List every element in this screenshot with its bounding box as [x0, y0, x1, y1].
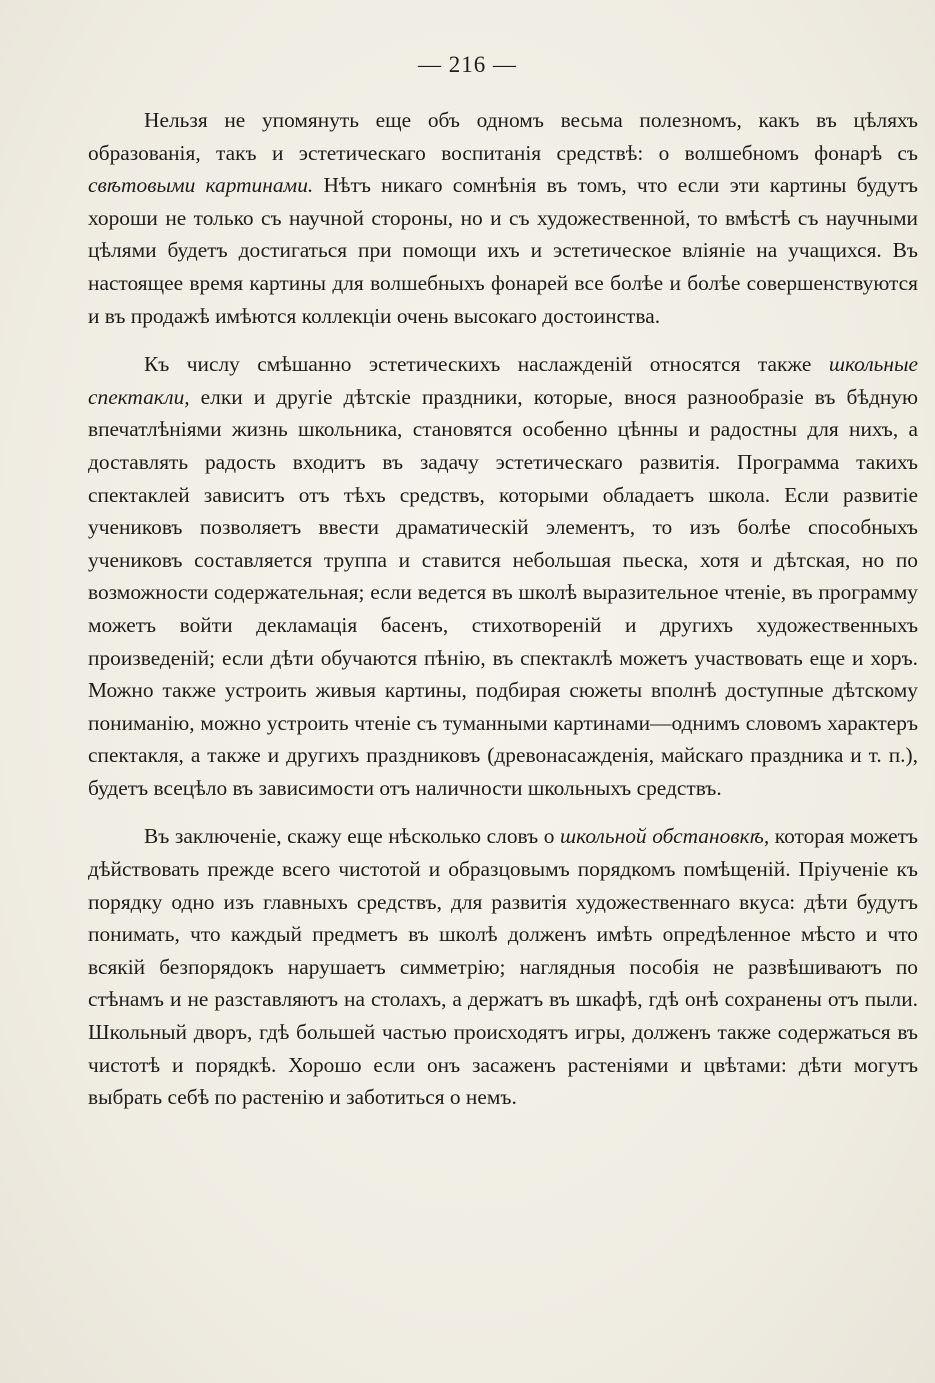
text-span: Нѣтъ никаго сомнѣнія въ томъ, что если эти картины будутъ хороши не только съ научной стороны, но и съ художественной, то вмѣстѣ съ научными цѣлями будетъ достигаться при помощи ихъ и эстетическое вліяніе на учащихся. Въ настоящее время картины для волшебныхъ фонарей все болѣе и болѣе совершенствуются и въ продажѣ имѣются коллекціи очень высокаго достоинства. — [88, 173, 918, 328]
text-span: Нельзя не упомянуть еще объ одномъ весьма полезномъ, какъ въ цѣляхъ образованія, такъ и эстетическаго воспитанія средствѣ: о волшебномъ фонарѣ съ — [88, 108, 918, 165]
text-span: Въ заключеніе, скажу еще нѣсколько словъ о — [144, 824, 561, 849]
italic-phrase: свѣтовыми картинами. — [88, 173, 314, 198]
italic-phrase: школьные спектакли, — [88, 352, 918, 409]
text-span: елки и другіе дѣтскіе праздники, которые, внося разнообразіе въ бѣдную впечатлѣніями жизнь школьника, становятся особенно цѣнны и радостны для нихъ, а доставлять радость входитъ въ задачу эстетическаго развитія. Программа такихъ спектаклей зависитъ отъ тѣхъ средствъ, которыми обладаетъ школа. Если развитіе учениковъ позволяетъ ввести драматическій элементъ, то изъ болѣе способныхъ учениковъ составляется труппа и ставится небольшая пьеска, хотя и дѣтская, но по возможности содержательная; если ведется въ школѣ выразительное чтеніе, въ программу можетъ войти декламація басенъ, стихотвореній и другихъ художественныхъ произведеній; если дѣти обучаются пѣнію, въ спектаклѣ можетъ участвовать еще и хоръ. Можно также устроить живыя картины, подбирая сюжеты вполнѣ доступные дѣтскому пониманію, можно устроить чтеніе съ туманными картинами—однимъ словомъ характеръ спектакля, а также и другихъ праздниковъ (древонасажденія, майскаго праздника и т. п.), будетъ всецѣло въ зависимости отъ наличности школьныхъ средствъ. — [88, 384, 918, 800]
paragraph-school-plays — [88, 348, 918, 804]
italic-phrase: школьной обстановкѣ, — [560, 824, 770, 849]
page-body — [88, 104, 918, 1130]
paragraph-school-setting — [88, 820, 918, 1113]
text-span: которая можетъ дѣйствовать прежде всего чистотой и образцовымъ порядкомъ помѣщеній. Пріученіе къ порядку одно изъ главныхъ средствъ, для развитія художественнаго вкуса: дѣти будутъ понимать, что каждый предметъ въ школѣ долженъ имѣть опредѣленное мѣсто и что всякій безпорядокъ нарушаетъ симметрію; наглядныя пособія не развѣшиваютъ по стѣнамъ и не разставляютъ на столахъ, а держатъ въ шкафѣ, гдѣ онѣ сохранены отъ пыли. Школьный дворъ, гдѣ большей частью происходятъ игры, долженъ также содержаться въ чистотѣ и порядкѣ. Хорошо если онъ засаженъ растеніями и цвѣтами: дѣти могутъ выбрать себѣ по растенію и заботиться о немъ. — [88, 824, 918, 1110]
text-span: Къ числу смѣшанно эстетическихъ наслажденій относятся также — [144, 352, 829, 377]
paragraph-magic-lantern — [88, 104, 918, 332]
page-number: — 216 — — [418, 52, 517, 77]
